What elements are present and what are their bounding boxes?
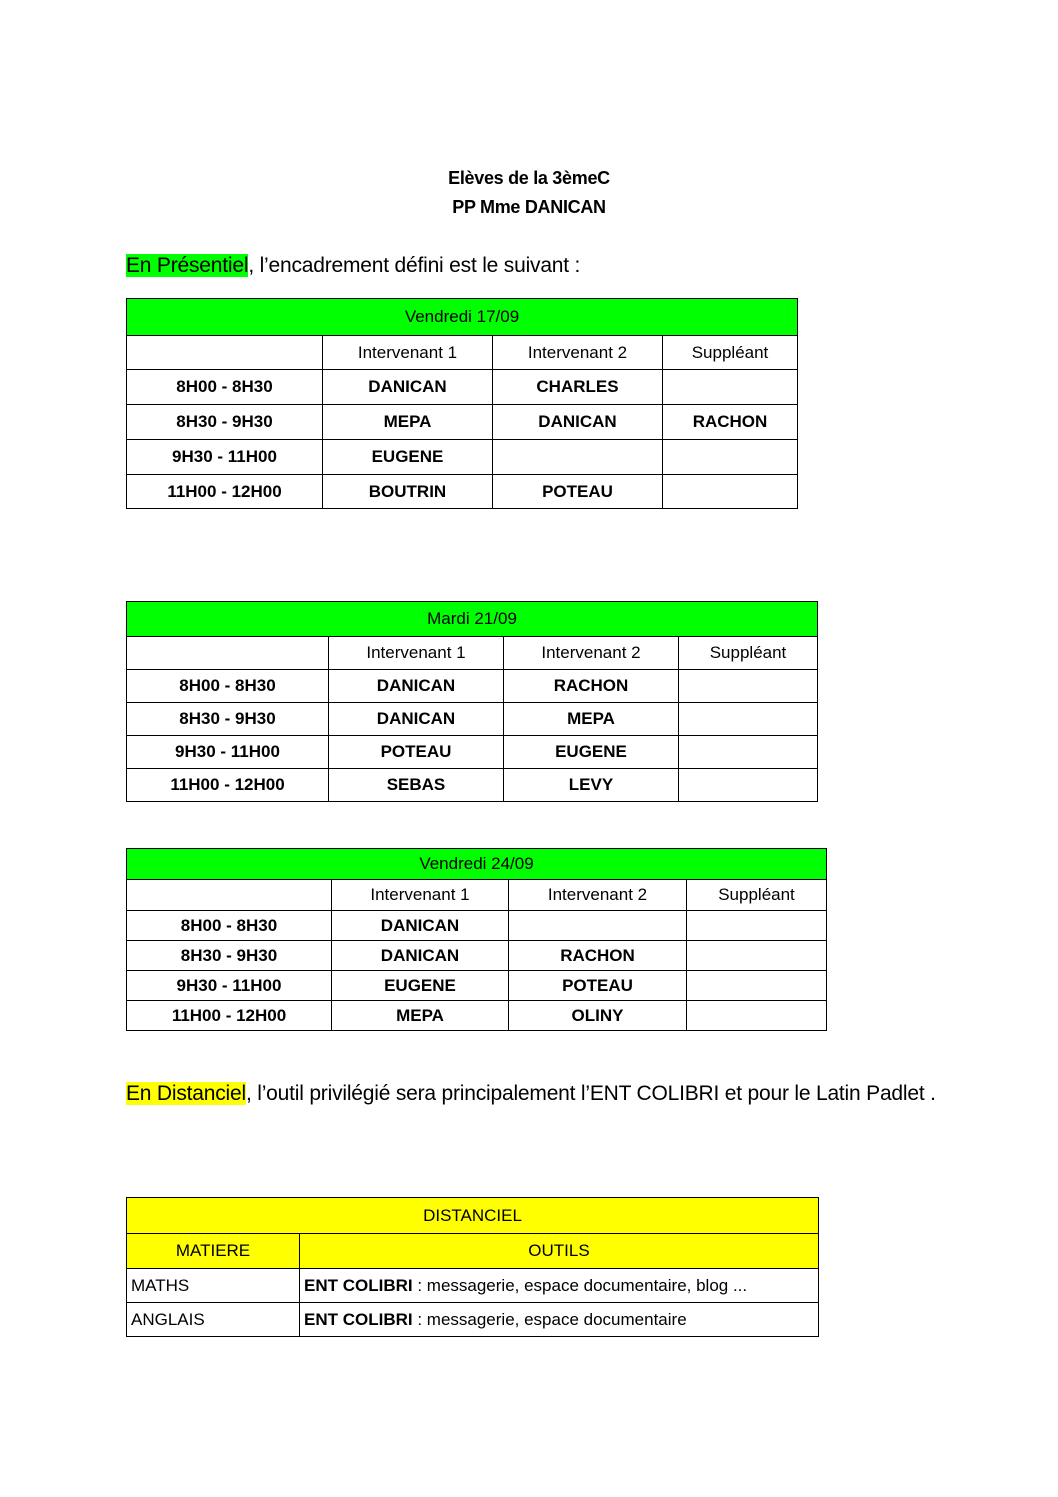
time-slot-cell: 9H30 - 11H00 xyxy=(127,440,323,475)
day-header: Mardi 21/09 xyxy=(127,602,818,637)
staff-cell: EUGENE xyxy=(332,971,509,1001)
column-header: Intervenant 2 xyxy=(493,336,663,370)
column-header xyxy=(127,637,329,670)
time-slot-cell: 8H00 - 8H30 xyxy=(127,670,329,703)
staff-cell: OLINY xyxy=(509,1001,687,1031)
subject-cell: MATHS xyxy=(127,1269,300,1303)
subject-cell: ANGLAIS xyxy=(127,1303,300,1337)
staff-cell: RACHON xyxy=(663,405,798,440)
title-class: Elèves de la 3èmeC xyxy=(448,168,610,188)
time-slot-cell: 8H00 - 8H30 xyxy=(127,370,323,405)
staff-cell xyxy=(663,370,798,405)
staff-cell: DANICAN xyxy=(332,941,509,971)
column-header: Intervenant 2 xyxy=(509,880,687,911)
distanciel-paragraph xyxy=(126,1078,946,1110)
table-row xyxy=(127,405,798,440)
staff-cell xyxy=(509,911,687,941)
time-slot-cell: 8H30 - 9H30 xyxy=(127,703,329,736)
time-slot-cell: 8H00 - 8H30 xyxy=(127,911,332,941)
table-row xyxy=(127,475,798,509)
column-header xyxy=(127,336,323,370)
table-row xyxy=(127,1269,819,1303)
title-teacher: PP Mme DANICAN xyxy=(452,197,606,217)
time-slot-cell: 11H00 - 12H00 xyxy=(127,769,329,802)
staff-cell xyxy=(493,440,663,475)
table-row xyxy=(127,1001,827,1031)
staff-cell xyxy=(679,736,818,769)
staff-cell: EUGENE xyxy=(504,736,679,769)
staff-cell: MEPA xyxy=(323,405,493,440)
distanciel-highlight: En Distanciel xyxy=(126,1082,246,1105)
staff-cell xyxy=(687,1001,827,1031)
staff-cell: DANICAN xyxy=(493,405,663,440)
presentiel-paragraph xyxy=(126,250,946,282)
distanciel-text: , l’outil privilégié sera principalement l’ENT COLIBRI et pour le Latin Padlet . xyxy=(245,1082,936,1105)
distanciel-table xyxy=(126,1197,819,1337)
staff-cell: BOUTRIN xyxy=(323,475,493,509)
column-header: Intervenant 1 xyxy=(329,637,504,670)
day-header: Vendredi 17/09 xyxy=(127,299,798,336)
time-slot-cell: 8H30 - 9H30 xyxy=(127,941,332,971)
schedule-table-1 xyxy=(126,298,798,509)
header-matiere: MATIERE xyxy=(127,1234,300,1269)
staff-cell xyxy=(679,670,818,703)
staff-cell: DANICAN xyxy=(329,670,504,703)
presentiel-highlight: En Présentiel xyxy=(126,254,249,277)
table-row xyxy=(127,370,798,405)
time-slot-cell: 9H30 - 11H00 xyxy=(127,971,332,1001)
tool-details: : messagerie, espace documentaire xyxy=(412,1309,687,1329)
staff-cell: MEPA xyxy=(504,703,679,736)
staff-cell: MEPA xyxy=(332,1001,509,1031)
schedule-table-2 xyxy=(126,601,818,802)
staff-cell: DANICAN xyxy=(329,703,504,736)
staff-cell: POTEAU xyxy=(493,475,663,509)
staff-cell: SEBAS xyxy=(329,769,504,802)
staff-cell: CHARLES xyxy=(493,370,663,405)
table-row xyxy=(127,769,818,802)
staff-cell xyxy=(663,440,798,475)
header-outils: OUTILS xyxy=(300,1234,819,1269)
column-header: Suppléant xyxy=(679,637,818,670)
column-header: Suppléant xyxy=(663,336,798,370)
time-slot-cell: 11H00 - 12H00 xyxy=(127,1001,332,1031)
presentiel-text: , l’encadrement défini est le suivant : xyxy=(248,254,581,277)
staff-cell: POTEAU xyxy=(329,736,504,769)
staff-cell xyxy=(663,475,798,509)
staff-cell xyxy=(679,703,818,736)
tool-cell xyxy=(300,1303,819,1337)
staff-cell xyxy=(687,911,827,941)
table-row xyxy=(127,971,827,1001)
table-row xyxy=(127,670,818,703)
staff-cell: RACHON xyxy=(509,941,687,971)
column-header: Intervenant 2 xyxy=(504,637,679,670)
staff-cell: EUGENE xyxy=(323,440,493,475)
day-header: Vendredi 24/09 xyxy=(127,849,827,880)
table-row xyxy=(127,703,818,736)
table-row xyxy=(127,736,818,769)
staff-cell: RACHON xyxy=(504,670,679,703)
column-header: Intervenant 1 xyxy=(323,336,493,370)
schedule-table-3 xyxy=(126,848,827,1031)
table-row xyxy=(127,941,827,971)
tool-name: ENT COLIBRI xyxy=(304,1275,413,1295)
tool-details: : messagerie, espace documentaire, blog ... xyxy=(412,1275,748,1295)
column-header: Intervenant 1 xyxy=(332,880,509,911)
staff-cell xyxy=(679,769,818,802)
column-header: Suppléant xyxy=(687,880,827,911)
staff-cell: LEVY xyxy=(504,769,679,802)
staff-cell xyxy=(687,941,827,971)
staff-cell: DANICAN xyxy=(332,911,509,941)
column-header xyxy=(127,880,332,911)
time-slot-cell: 11H00 - 12H00 xyxy=(127,475,323,509)
time-slot-cell: 8H30 - 9H30 xyxy=(127,405,323,440)
table-row xyxy=(127,1303,819,1337)
tool-cell xyxy=(300,1269,819,1303)
staff-cell: DANICAN xyxy=(323,370,493,405)
table-row xyxy=(127,440,798,475)
staff-cell: POTEAU xyxy=(509,971,687,1001)
time-slot-cell: 9H30 - 11H00 xyxy=(127,736,329,769)
table-row xyxy=(127,911,827,941)
tool-name: ENT COLIBRI xyxy=(304,1309,413,1329)
distanciel-title: DISTANCIEL xyxy=(127,1198,819,1234)
staff-cell xyxy=(687,971,827,1001)
